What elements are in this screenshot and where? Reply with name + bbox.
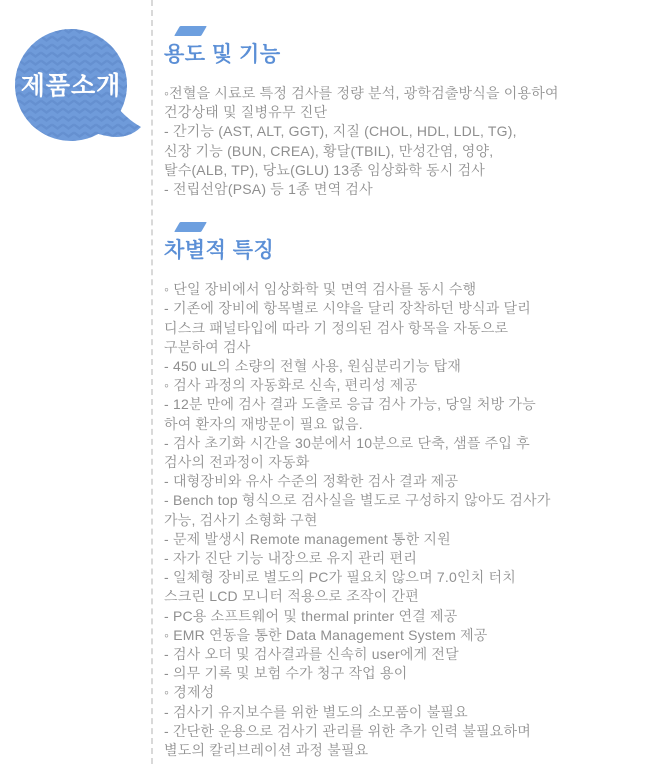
section-title: 차별적 특징 (164, 239, 275, 263)
text-line: ◦ 단일 장비에서 임상화학 및 면역 검사를 동시 수행 (164, 281, 477, 298)
text-line: - 문제 발생시 Remote management 통한 지원 (164, 530, 451, 547)
speech-bubble (8, 26, 153, 151)
speech-bubble-graphic (8, 26, 153, 151)
bubble-label: 제품소개 (20, 72, 122, 100)
text-line: - PC용 소프트웨어 및 thermal printer 연결 제공 (164, 607, 458, 624)
text-line: - 450 uL의 소량의 전혈 사용, 원심분리기능 탑재 (164, 358, 462, 375)
text-line: ◦ 검사 과정의 자동화로 신속, 편리성 제공 (164, 377, 418, 394)
text-line: - 12분 만에 검사 결과 도출로 응급 검사 가능, 당일 처방 가능 (164, 396, 536, 413)
text-line: 신장 기능 (BUN, CREA), 황달(TBIL), 만성간염, 영양, (164, 142, 494, 159)
section-marker-icon (174, 222, 207, 232)
text-line: 검사의 전과정이 자동화 (164, 454, 310, 471)
text-line: - 전립선암(PSA) 등 1종 면역 검사 (164, 181, 373, 198)
section-title: 용도 및 기능 (164, 43, 281, 66)
section-marker-icon (174, 26, 207, 36)
text-line: 탈수(ALB, TP), 당뇨(GLU) 13종 임상화학 동시 검사 (164, 161, 486, 178)
text-line: 가능, 검사기 소형화 구현 (164, 511, 318, 528)
section-usage (164, 26, 659, 199)
section-features (164, 222, 659, 760)
text-line: - 자가 진단 기능 내장으로 유지 관리 편리 (164, 550, 418, 567)
text-line: - 검사 초기화 시간을 30분에서 10분으로 단축, 샘플 주입 후 (164, 434, 530, 451)
section-body (164, 280, 659, 760)
text-line: - 검사 오더 및 검사결과를 신속히 user에게 전달 (164, 646, 459, 663)
text-line: 건강상태 및 질병유무 진단 (164, 104, 328, 121)
text-line: 구분하여 검사 (164, 338, 251, 355)
text-line: 스크린 LCD 모니터 적용으로 조작이 간편 (164, 588, 419, 605)
text-line: ◦ EMR 연동을 통한 Data Management System 제공 (164, 626, 488, 643)
text-line: - 간단한 운용으로 검사기 관리를 위한 추가 인력 불필요하며 (164, 722, 531, 739)
text-line: 디스크 패널타입에 따라 기 정의된 검사 항목을 자동으로 (164, 319, 509, 336)
text-line: ◦ 경제성 (164, 684, 215, 701)
text-line: - 검사기 유지보수를 위한 별도의 소모품이 불필요 (164, 703, 468, 720)
content-column (151, 0, 659, 764)
text-line: - 간기능 (AST, ALT, GGT), 지질 (CHOL, HDL, LDL, TG), (164, 123, 517, 140)
text-line: - 대형장비와 유사 수준의 정확한 검사 결과 제공 (164, 473, 459, 490)
text-line: - 기존에 장비에 항목별로 시약을 달리 장착하던 방식과 달리 (164, 300, 531, 317)
text-line: - Bench top 형식으로 검사실을 별도로 구성하지 않아도 검사가 (164, 492, 551, 509)
text-line: 하여 환자의 재방문이 필요 없음. (164, 415, 363, 432)
text-line: 별도의 칼리브레이션 과정 불필요 (164, 742, 369, 759)
text-line: - 의무 기록 및 보험 수가 청구 작업 용이 (164, 665, 408, 682)
text-line: ◦전혈을 시료로 특정 검사를 정량 분석, 광학검출방식을 이용하여 (164, 85, 559, 101)
section-body (164, 84, 659, 199)
text-line: - 일체형 장비로 별도의 PC가 필요치 않으며 7.0인치 터치 (164, 569, 516, 586)
